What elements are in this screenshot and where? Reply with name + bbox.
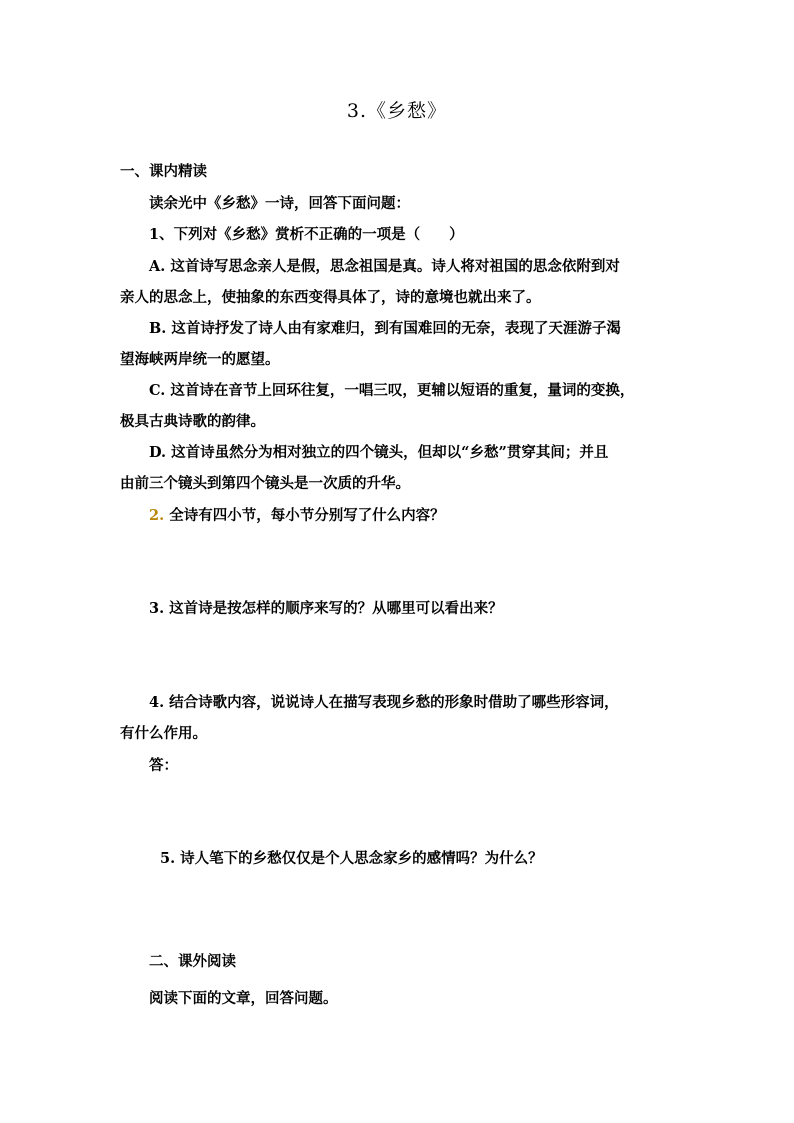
option-b-line-2: 望海峡两岸统一的愿望。 — [120, 351, 280, 368]
option-b-line-1: B. 这首诗抒发了诗人由有家难归，到有国难回的无奈，表现了天涯游子渴 — [149, 320, 621, 337]
option-c-line-2: 极具古典诗歌的韵律。 — [120, 413, 265, 430]
question-3: 3. 这首诗是按怎样的顺序来写的？从哪里可以看出来？ — [149, 600, 503, 617]
section-heading-1: 一、课内精读 — [120, 163, 207, 180]
option-d-line-1: D. 这首诗虽然分为相对独立的四个镜头，但却以“乡愁”贯穿其间；并且 — [149, 444, 609, 461]
section-heading-2: 二、课外阅读 — [149, 953, 236, 970]
reading-intro: 读余光中《乡愁》一诗，回答下面问题： — [149, 195, 410, 212]
question-4-line-1: 4. 结合诗歌内容，说说诗人在描写表现乡愁的形象时借助了哪些形容词， — [149, 694, 619, 711]
answer-label: 答： — [149, 757, 178, 774]
option-d-line-2: 由前三个镜头到第四个镜头是一次质的升华。 — [120, 475, 410, 492]
question-2 — [149, 506, 445, 526]
section-2-intro: 阅读下面的文章，回答问题。 — [149, 990, 338, 1007]
option-a-line-2: 亲人的思念上，使抽象的东西变得具体了，诗的意境也就出来了。 — [120, 289, 541, 306]
question-2-text: 全诗有四小节，每小节分别写了什么内容？ — [164, 507, 445, 524]
question-1-stem: 1、下列对《乡愁》赏析不正确的一项是（ ） — [149, 226, 464, 243]
option-a-line-1: A. 这首诗写思念亲人是假，思念祖国是真。诗人将对祖国的思念依附到对 — [149, 258, 620, 275]
question-4-line-2: 有什么作用。 — [120, 725, 207, 742]
page-title: 3.《乡愁》 — [346, 100, 448, 122]
question-2-number: 2. — [149, 507, 165, 524]
option-c-line-1: C. 这首诗在音节上回环往复，一唱三叹，更辅以短语的重复，量词的变换， — [149, 382, 635, 399]
question-5: 5. 诗人笔下的乡愁仅仅是个人思念家乡的感情吗？为什么？ — [160, 850, 543, 867]
